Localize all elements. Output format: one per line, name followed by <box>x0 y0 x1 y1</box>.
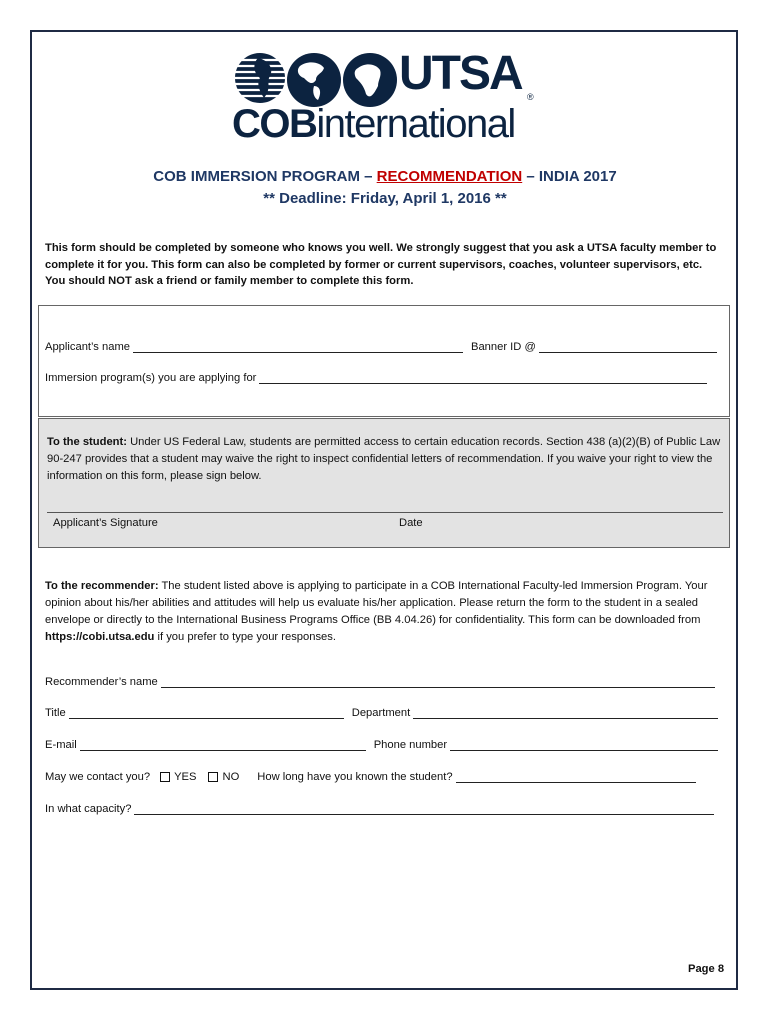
applicant-name-field[interactable] <box>133 340 463 353</box>
globe-icon <box>286 52 342 108</box>
page-number: Page 8 <box>688 963 725 975</box>
utsa-wordmark: UTSA <box>399 47 522 100</box>
registered-mark: ® <box>527 92 534 102</box>
student-waiver-section <box>38 418 730 548</box>
recommender-name-field[interactable] <box>161 675 715 688</box>
cob-text: COB <box>232 102 317 146</box>
intro-paragraph: This form should be completed by someone who knows you well. We strongly suggest that you ask a UTSA faculty member to complete it for you. This form can also be completed by former or current supervisors, coaches, volunteer supervisors, etc. You should NOT ask a friend or family member to complete this form. <box>45 242 717 287</box>
known-field[interactable] <box>456 770 696 783</box>
program-field[interactable] <box>259 371 707 384</box>
program-row <box>45 371 707 384</box>
yes-checkbox[interactable] <box>160 772 170 782</box>
deadline: ** Deadline: Friday, April 1, 2016 ** <box>263 190 507 207</box>
yes-label: YES <box>174 771 197 783</box>
banner-id-label: Banner ID @ <box>471 341 536 353</box>
title-prefix: COB IMMERSION PROGRAM – <box>153 168 377 185</box>
title-suffix: – INDIA 2017 <box>522 168 617 185</box>
capacity-label: In what capacity? <box>45 803 132 815</box>
globe-icon <box>342 52 398 108</box>
recommender-body-1: The student listed above is applying to participate in a COB International Faculty-led Immersion Program. Your opinion about his/her abilities and attitudes will help us evaluate his/her application. Please return the form to the student in a sealed envelope or directly to the International Business Programs Office (BB 4.04.26) for confidentiality. This form can be downloaded from <box>45 580 708 626</box>
program-label: Immersion program(s) you are applying for <box>45 372 257 384</box>
download-url[interactable]: https://cobi.utsa.edu <box>45 631 155 643</box>
recommender-paragraph <box>45 578 727 646</box>
capacity-field[interactable] <box>134 802 714 815</box>
title-highlight: RECOMMENDATION <box>376 168 523 185</box>
globe-icon <box>234 52 286 104</box>
banner-id-field[interactable] <box>539 340 717 353</box>
applicant-name-label: Applicant’s name <box>45 341 130 353</box>
title-department-row <box>45 706 718 719</box>
department-label: Department <box>351 707 411 719</box>
email-field[interactable] <box>80 738 366 751</box>
date-label: Date <box>399 517 423 529</box>
student-lead: To the student: <box>47 436 127 448</box>
recommender-lead: To the recommender: <box>45 580 159 592</box>
no-checkbox[interactable] <box>208 772 218 782</box>
applicant-name-row <box>45 340 717 353</box>
signature-line[interactable] <box>47 512 723 513</box>
email-label: E-mail <box>45 739 77 751</box>
international-text: international <box>316 102 515 146</box>
phone-label: Phone number <box>373 739 448 751</box>
applicant-section <box>38 305 730 417</box>
capacity-row <box>45 802 714 815</box>
contact-row <box>45 770 696 783</box>
yes-option[interactable] <box>160 771 196 783</box>
contact-label: May we contact you? <box>45 771 151 783</box>
email-phone-row <box>45 738 718 751</box>
signature-label: Applicant’s Signature <box>53 517 158 529</box>
known-label: How long have you known the student? <box>257 771 453 783</box>
form-title <box>0 168 770 185</box>
student-waiver-text <box>47 434 723 485</box>
student-body: Under US Federal Law, students are permitted access to certain education records. Section 438 (a)(2)(B) of Public Law 90-247 provides that a student may waive the right to inspect confidential letters of recommendation. If you waive your right to view the information on this form, please sign below. <box>47 436 721 482</box>
no-label: NO <box>222 771 240 783</box>
cob-international-wordmark <box>232 104 515 144</box>
department-field[interactable] <box>413 706 718 719</box>
title-field[interactable] <box>69 706 344 719</box>
phone-field[interactable] <box>450 738 718 751</box>
title-label: Title <box>45 707 66 719</box>
recommender-name-row <box>45 675 715 688</box>
recommender-name-label: Recommender’s name <box>45 676 158 688</box>
recommender-body-2: if you prefer to type your responses. <box>154 631 336 643</box>
no-option[interactable] <box>208 771 239 783</box>
